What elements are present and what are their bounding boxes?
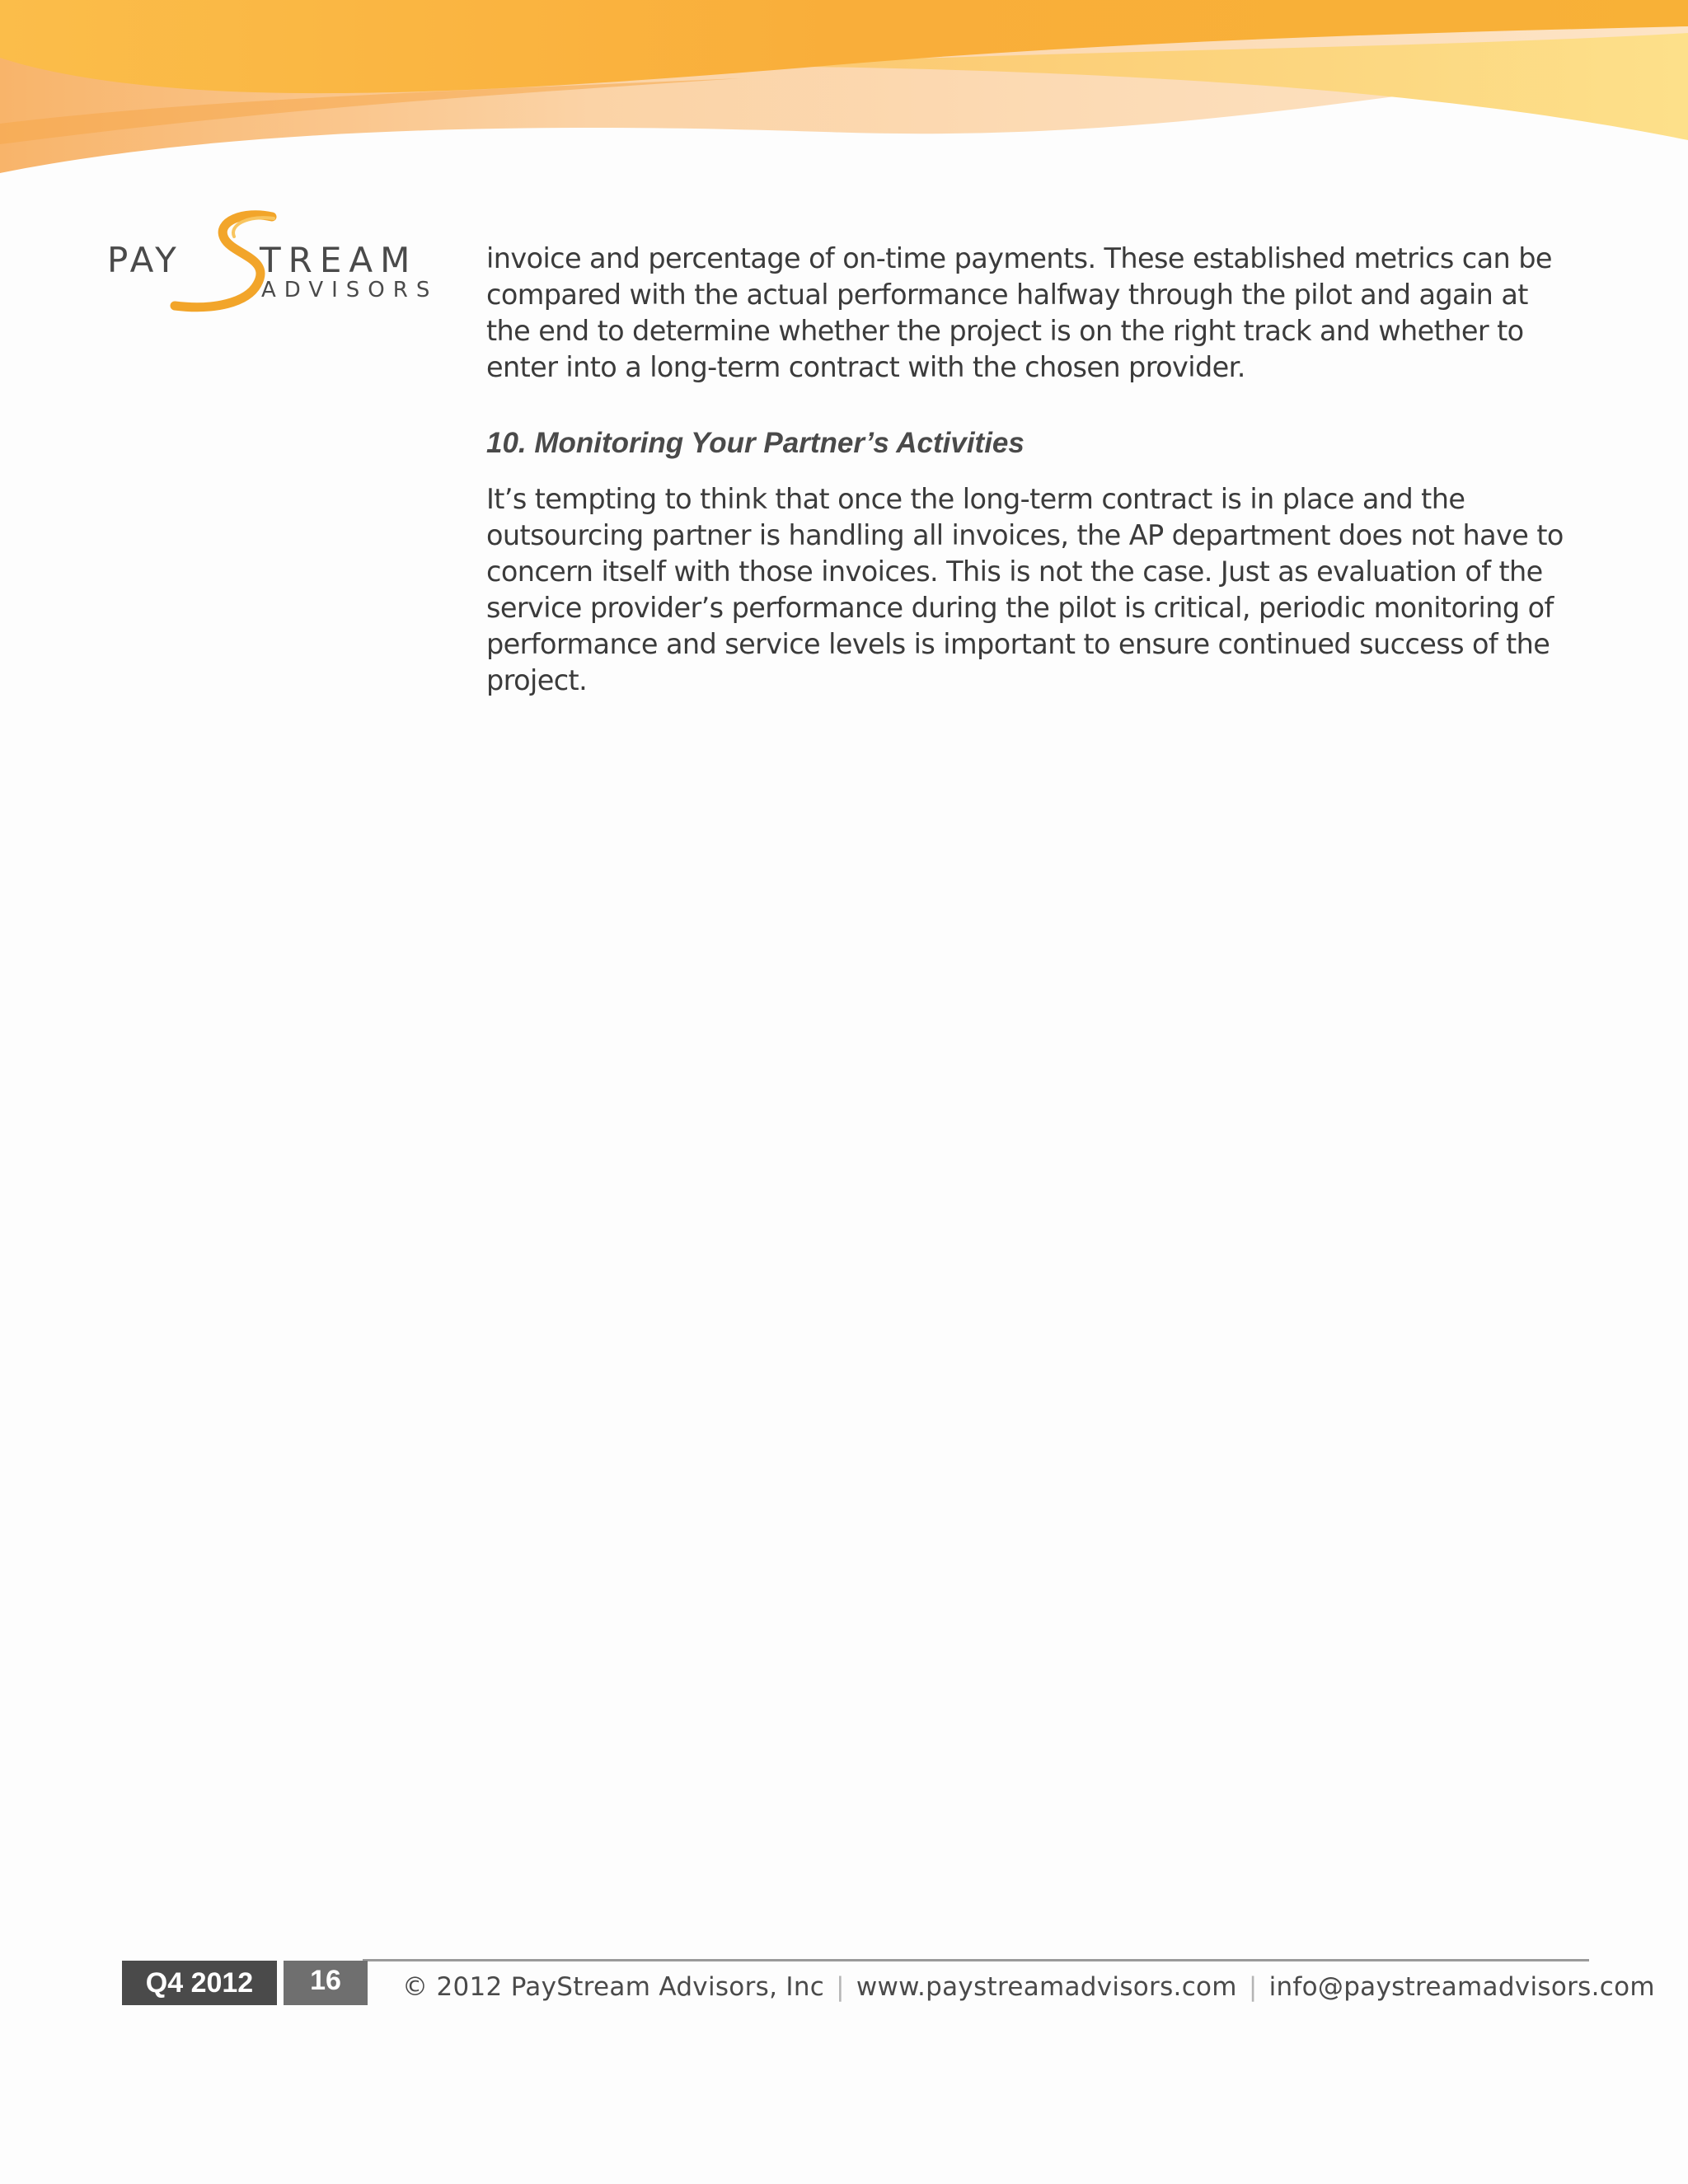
footer-email-link[interactable]: info@paystreamadvisors.com (1268, 1972, 1655, 2002)
body-content (486, 241, 1574, 699)
footer-copyright: © 2012 PayStream Advisors, Inc (402, 1972, 825, 2002)
section-heading: 10. Monitoring Your Partner’s Activities (486, 427, 1025, 459)
logo-tream-text: TREAM (260, 240, 418, 280)
paystream-logo (103, 210, 438, 317)
intro-paragraph: invoice and percentage of on-time payments. These established metrics can be compared with the actual performance halfway through the pilot and again at the end to determine whether the project is on the right track and whether to enter into a long-term contract with the chosen provider. (486, 242, 1552, 383)
footer-quarter-badge: Q4 2012 (122, 1961, 277, 2005)
page-number-badge: 16 (284, 1961, 368, 2005)
footer-divider (363, 1959, 1589, 1961)
footer-separator: | (1248, 1972, 1258, 2002)
footer-separator: | (836, 1972, 845, 2002)
footer-contact-line (402, 1971, 1655, 2004)
logo-advisors-text: ADVISORS (261, 278, 438, 302)
logo-pay-text: PAY (107, 240, 181, 280)
section-paragraph: It’s tempting to think that once the long-term contract is in place and the outsourcing partner is handling all invoices, the AP department does not have to concern itself with those invoices. This is not the case. Just as evaluation of the service provider’s performance during the pilot is critical, periodic monitoring of performance and service levels is important to ensure continued success of the project. (486, 483, 1564, 696)
header-wave-graphic (0, 0, 1688, 198)
footer-website-link[interactable]: www.paystreamadvisors.com (856, 1972, 1237, 2002)
